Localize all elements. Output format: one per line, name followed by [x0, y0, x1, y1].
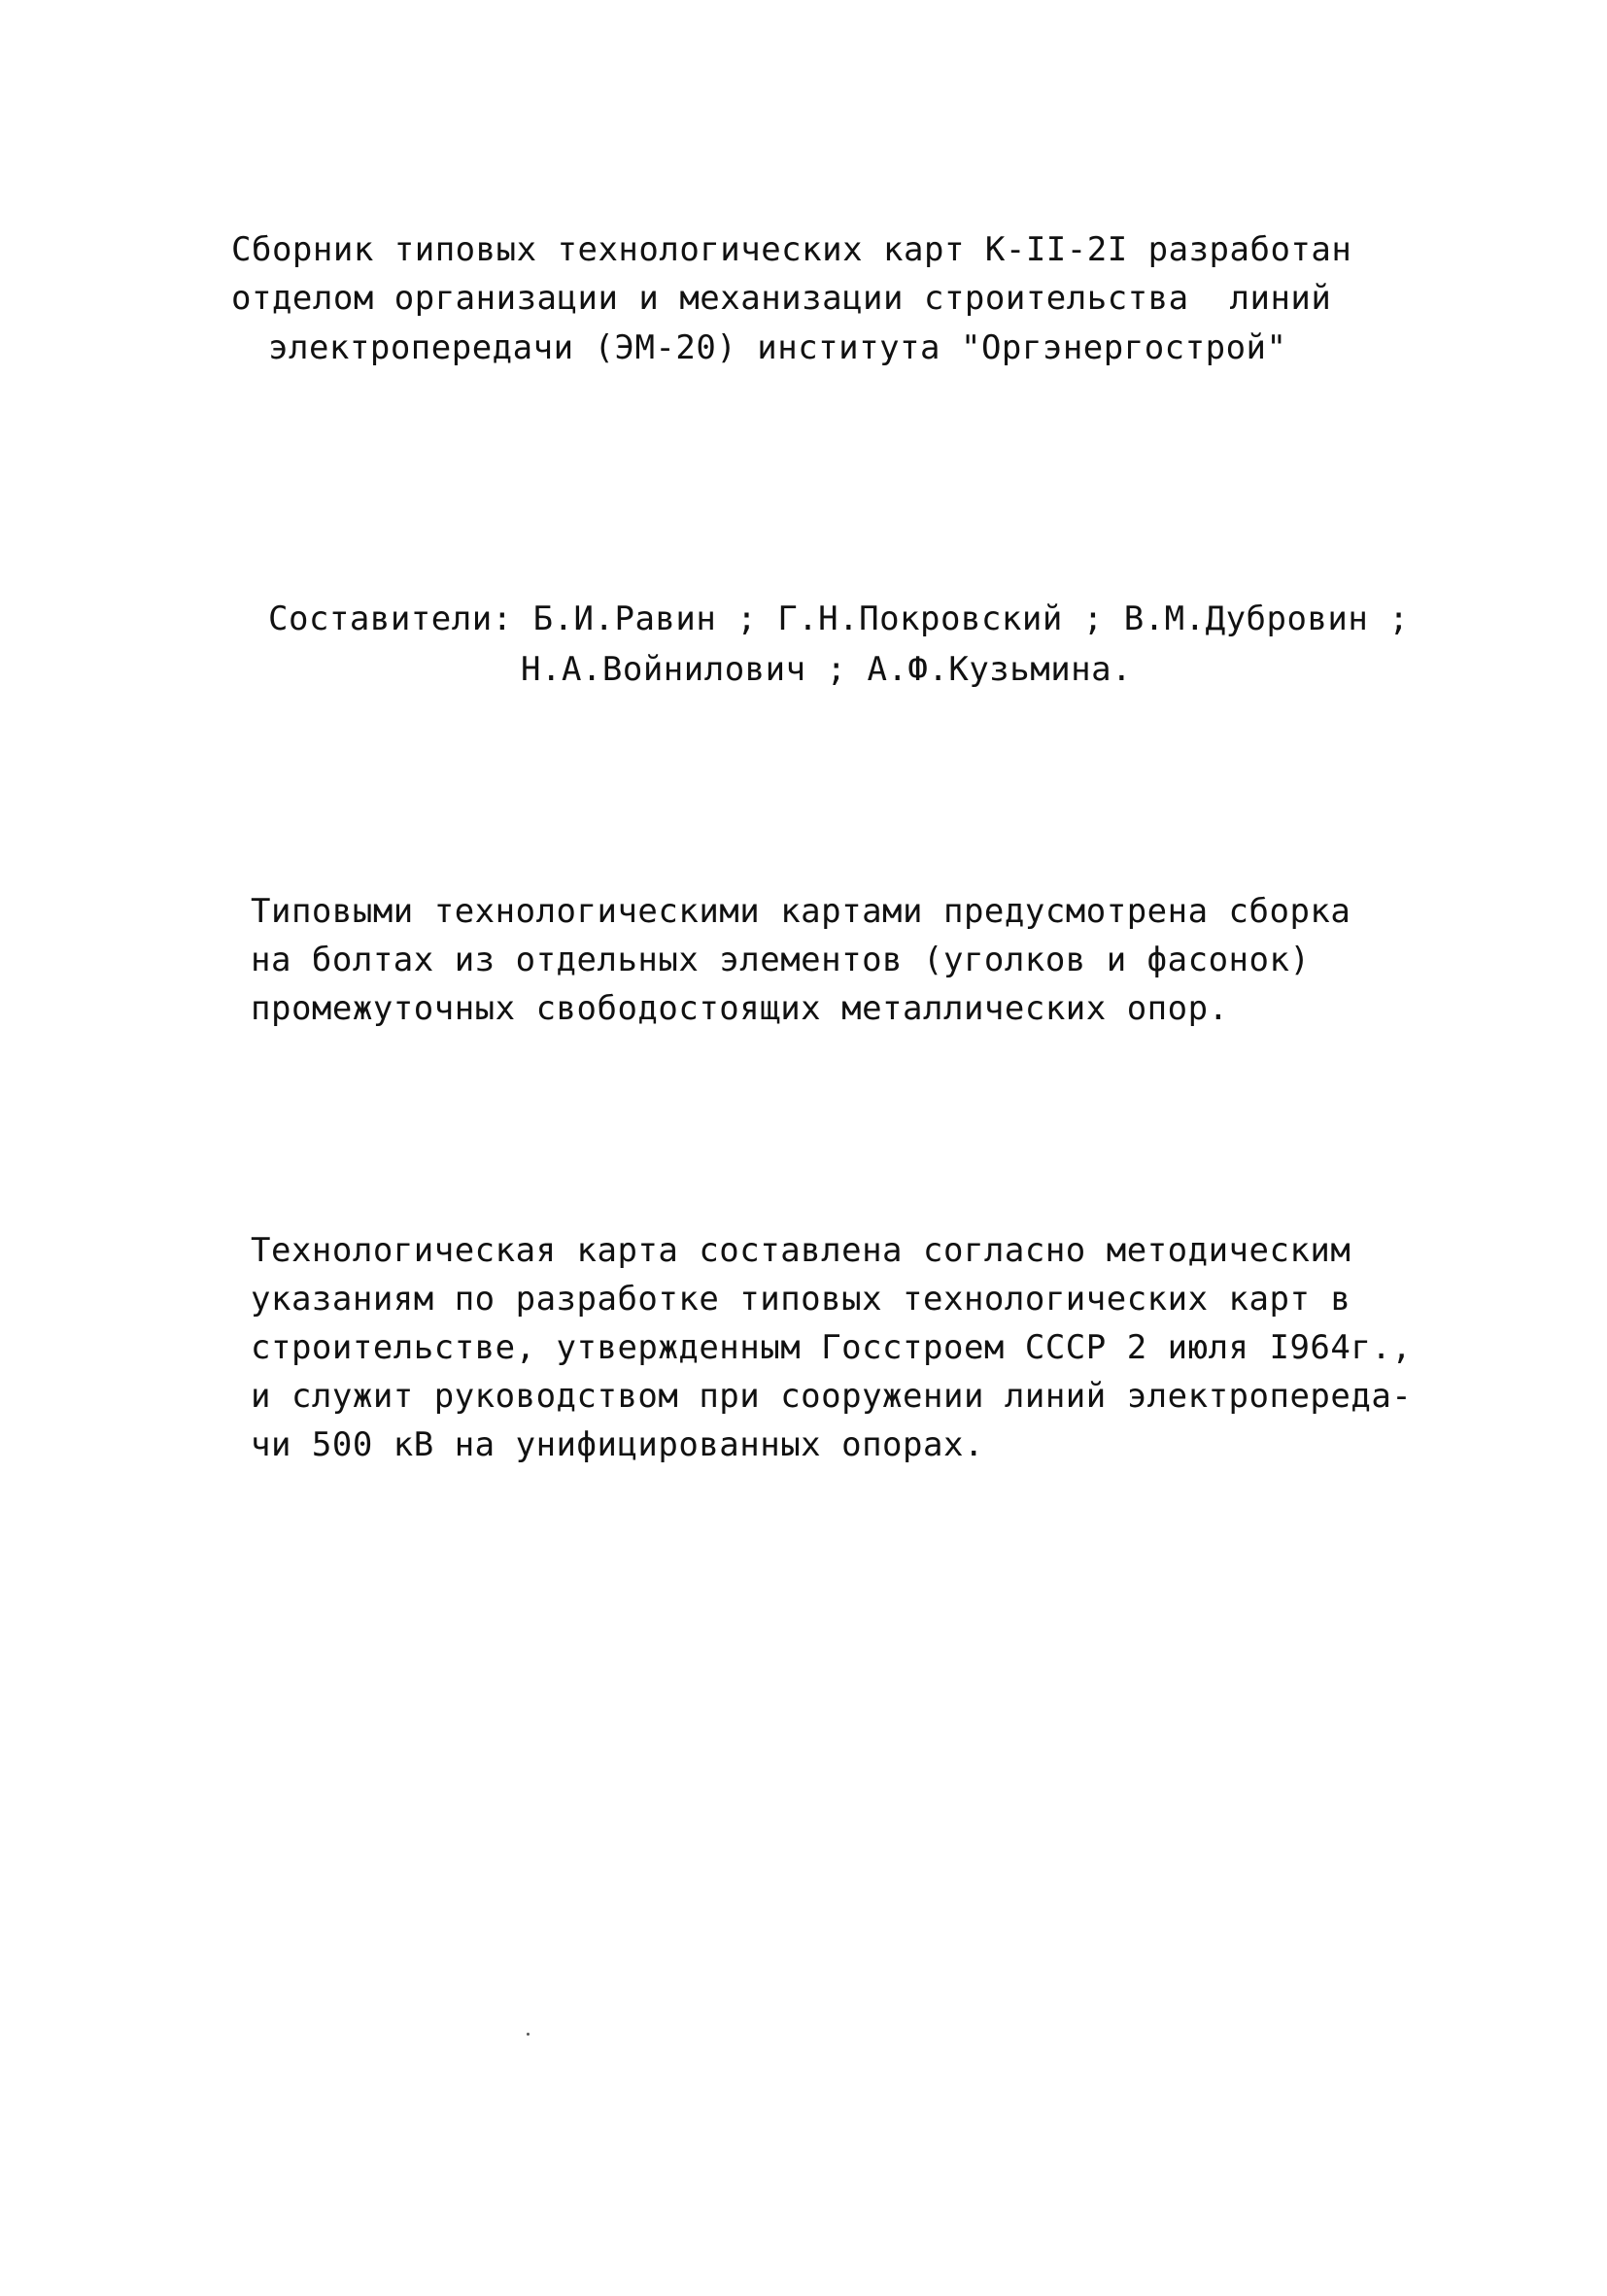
basis-line-1: Технологическая карта составлена согласно методическим [251, 1231, 1351, 1270]
scan-speck [527, 2033, 530, 2036]
basis-line-5: чи 500 кВ на унифицированных опорах. [251, 1425, 984, 1464]
scope-line-1: Типовыми технологическими картами предусмотрена сборка [251, 892, 1351, 931]
scope-line-3: промежуточных свободостоящих металлических опор. [251, 989, 1229, 1028]
authors-line-2: Н.А.Войнилович ; А.Ф.Кузьмина. [521, 650, 1133, 689]
intro-line-2: отделом организации и механизации строительства линий [231, 279, 1332, 318]
scope-line-2: на болтах из отдельных элементов (уголков и фасонок) [251, 941, 1311, 979]
intro-line-3: электропередачи (ЭМ-20) института "Оргэнергострой" [268, 328, 1287, 367]
basis-line-2: указаниям по разработке типовых технологических карт в [251, 1280, 1351, 1319]
basis-line-3: строительстве, утвержденным Госстроем СССР 2 июля I964г., [251, 1328, 1413, 1367]
basis-line-4: и служит руководством при сооружении линий электропереда- [251, 1377, 1413, 1416]
intro-line-1: Сборник типовых технологических карт К-II-2I разработан [231, 230, 1352, 269]
authors-line-1: Составители: Б.И.Равин ; Г.Н.Покровский ; В.М.Дубровин ; [268, 600, 1410, 638]
